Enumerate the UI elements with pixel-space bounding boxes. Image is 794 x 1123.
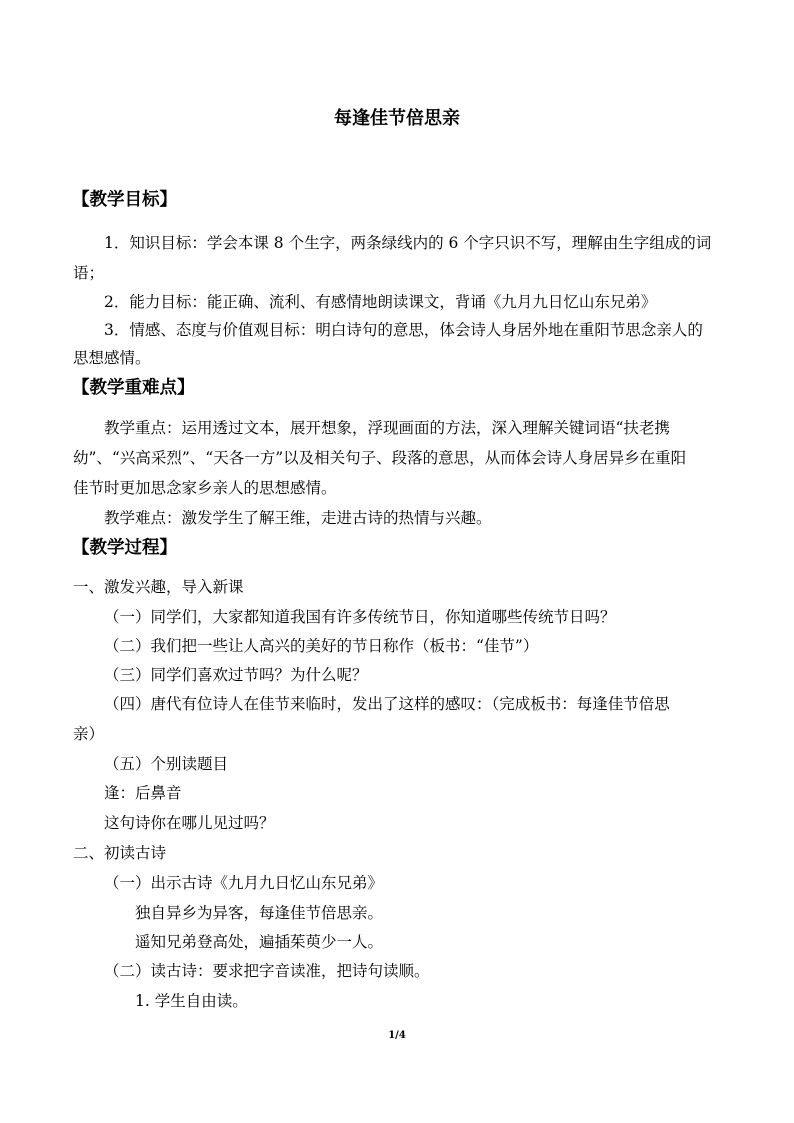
poem-line-1: 独自异乡为异客，每逢佳节倍思亲。 [135,904,384,922]
objective-3-line-2: 思想感情。 [73,349,151,367]
keypoint-1-line-1: 教学重点：运用透过文本，展开想象，浮现画面的方法，深入理解关键词语“扶老携 [104,419,670,437]
objectives-heading: 【教学目标】 [72,190,177,210]
process-2-2-1: 1. 学生自由读。 [135,992,248,1010]
poem-line-2: 遥知兄弟登高处，遍插茱萸少一人。 [135,933,384,951]
process-1-4-line-1: （四）唐代有位诗人在佳节来临时，发出了这样的感叹：（完成板书：每逢佳节倍思 [104,695,670,713]
process-1-5: （五）个别读题目 [104,755,229,773]
keypoints-heading: 【教学重难点】 [72,378,195,398]
process-heading: 【教学过程】 [72,538,177,558]
objective-1-line-1: 1．知识目标：学会本课 8 个生字，两条绿线内的 6 个字只识不写，理解由生字组成的词 [104,234,712,252]
process-part-2: 二、初读古诗 [73,844,167,862]
process-1-3: （三）同学们喜欢过节吗？为什么呢？ [104,666,368,684]
process-1-5-question: 这句诗你在哪儿见过吗？ [104,814,275,832]
objective-1-line-2: 语； [73,264,105,282]
objective-2: 2．能力目标：能正确、流利、有感情地朗读课文，背诵《九月九日忆山东兄弟》 [104,293,657,311]
process-1-1: （一）同学们，大家都知道我国有许多传统节日，你知道哪些传统节日吗？ [104,608,616,626]
page-number: 1/4 [388,1030,406,1041]
process-2-2: （二）读古诗：要求把字音读准，把诗句读顺。 [104,962,430,980]
process-part-1: 一、激发兴趣，导入新课 [73,578,244,596]
process-1-5-note: 逢：后鼻音 [104,784,182,802]
process-1-2: （二）我们把一些让人高兴的美好的节日称作（板书：“佳节”） [104,637,539,655]
process-1-4-line-2: 亲） [73,725,105,743]
objective-3-line-1: 3．情感、态度与价值观目标：明白诗句的意思，体会诗人身居外地在重阳节思念亲人的 [104,321,703,339]
keypoint-1-line-3: 佳节时更加思念家乡亲人的思想感情。 [73,479,337,497]
keypoint-1-line-2: 幼”、“兴高采烈”、“天各一方”以及相关句子、段落的意思，从而体会诗人身居异乡在重阳 [73,449,687,467]
process-2-1: （一）出示古诗《九月九日忆山东兄弟》 [104,874,384,892]
keypoint-2: 教学难点：激发学生了解王维，走进古诗的热情与兴趣。 [104,509,492,527]
page-title: 每逢佳节倍思亲 [334,108,460,129]
